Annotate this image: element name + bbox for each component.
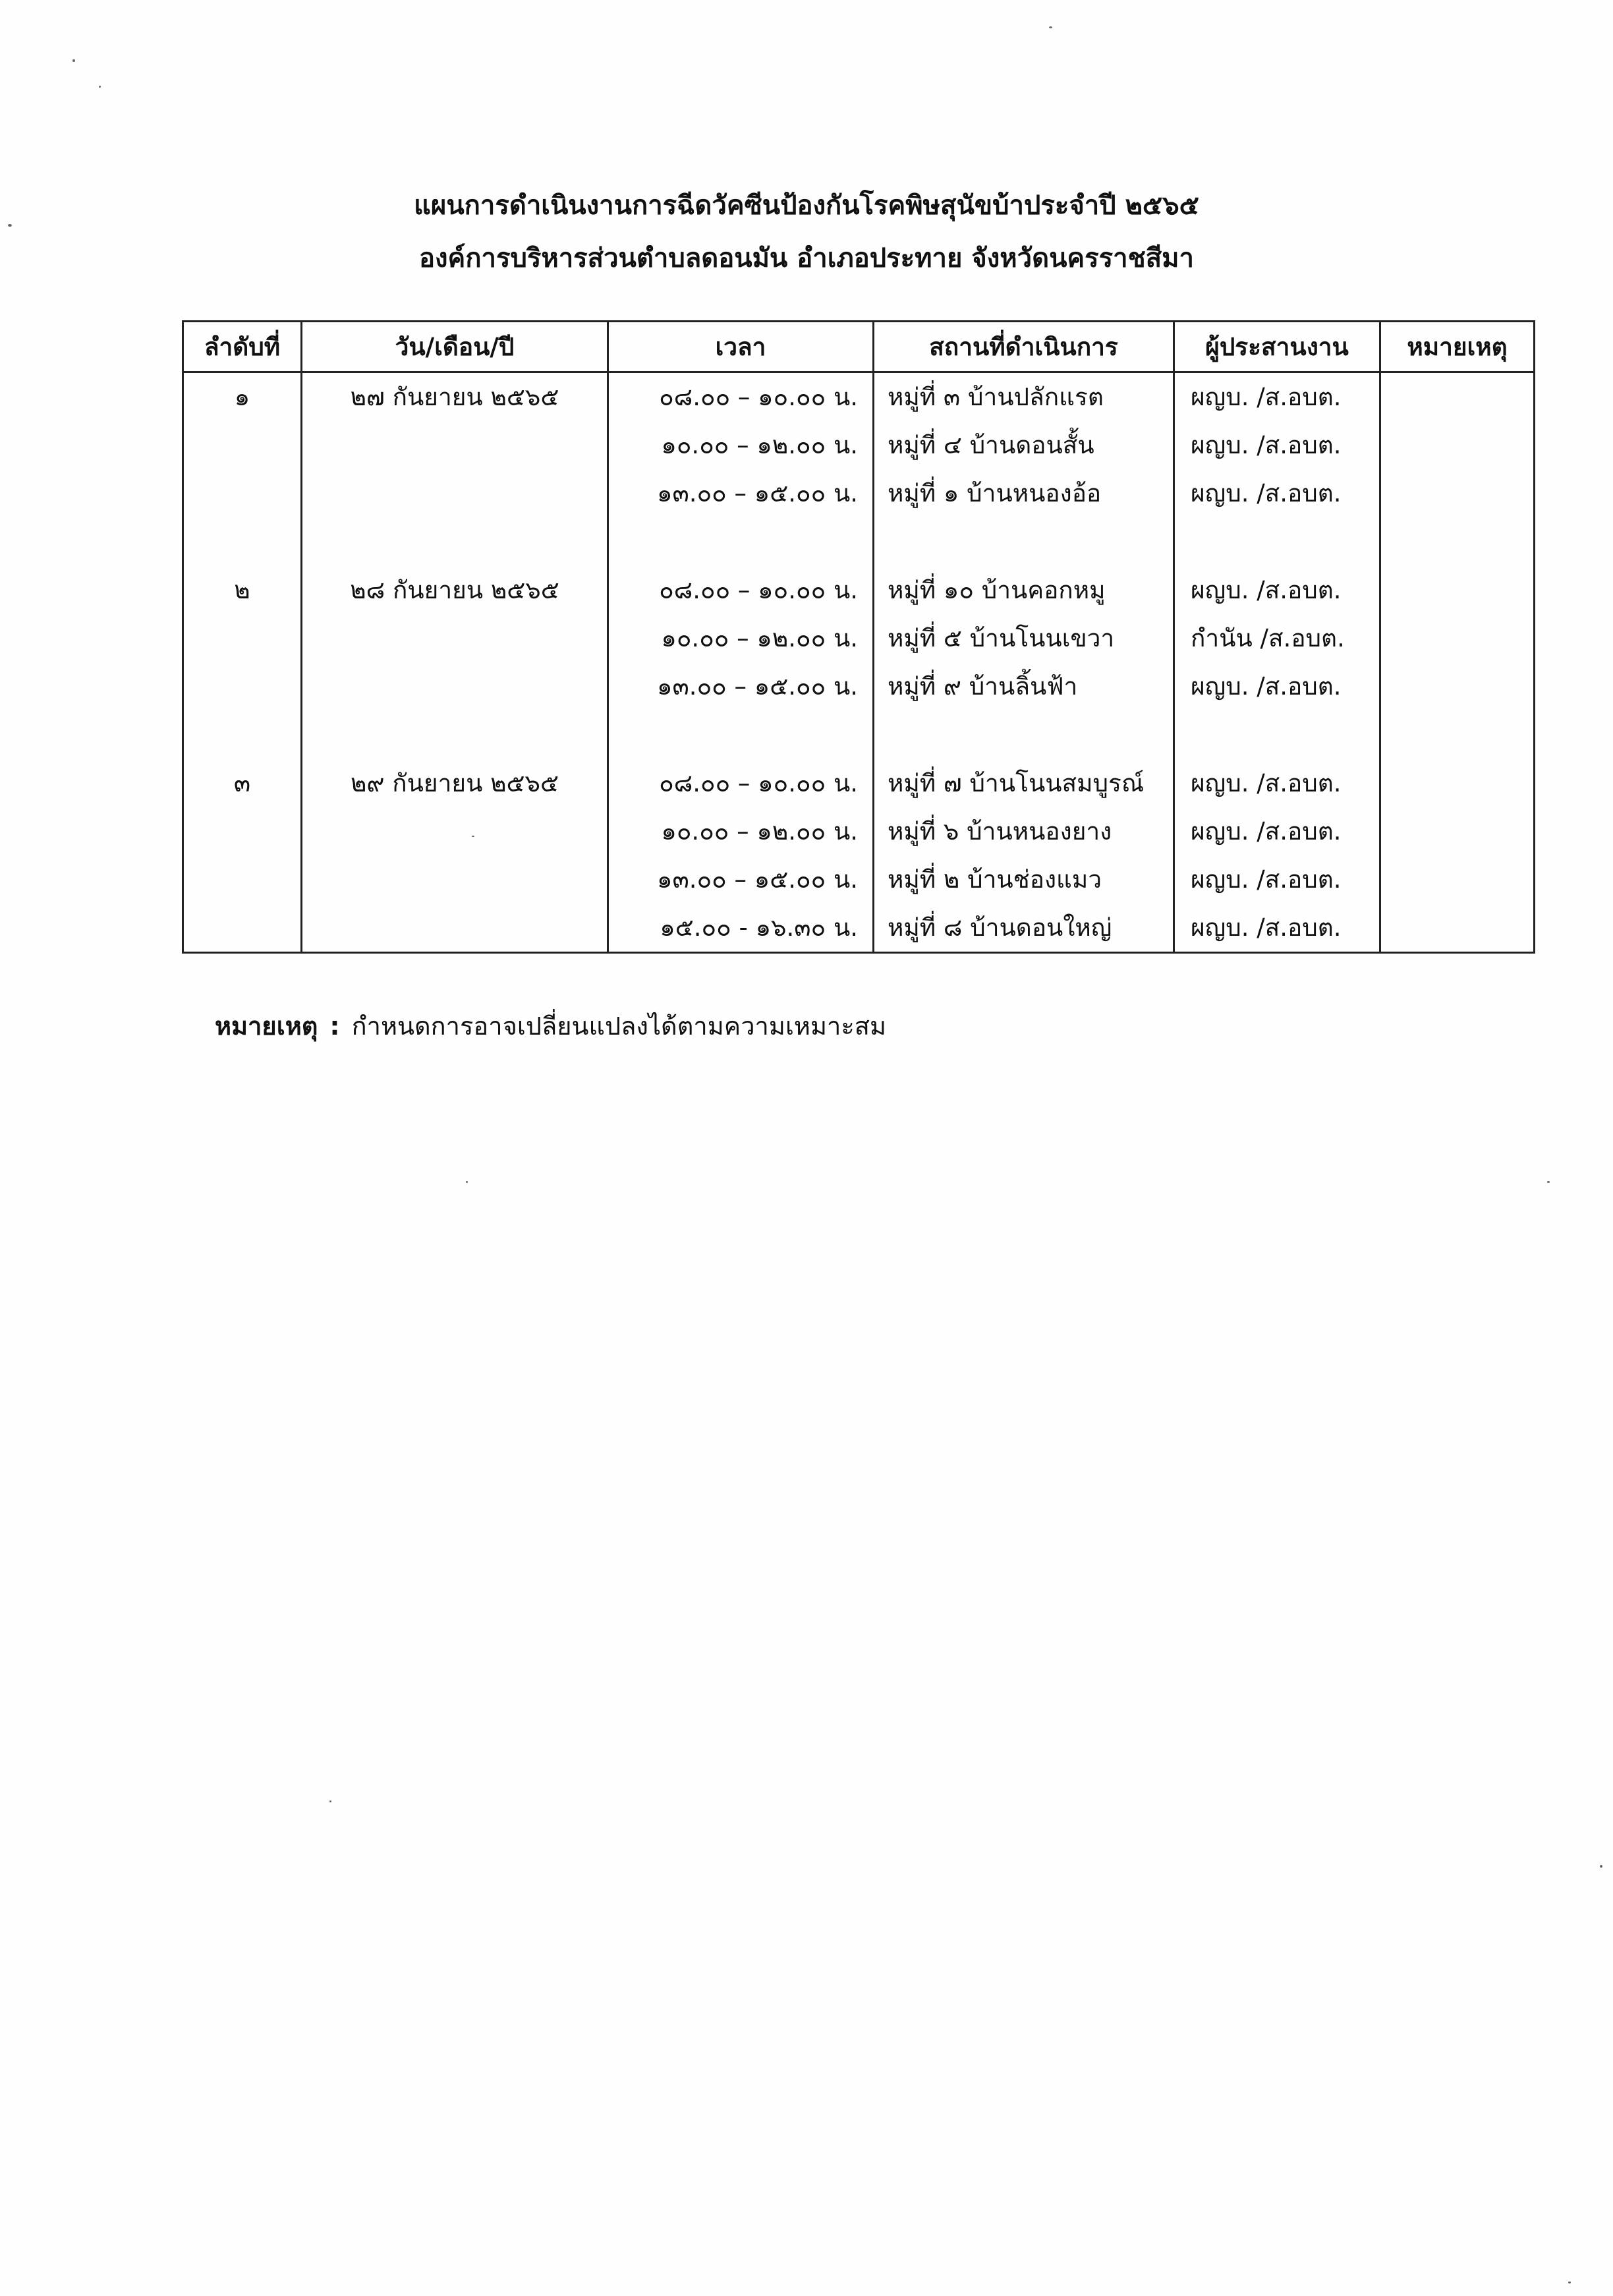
- row-place: หมู่ที่ ๑ บ้านหนองอ้อ: [874, 469, 1174, 517]
- table-row: [183, 904, 1535, 953]
- header-coordinator: ผู้ประสานงาน: [1174, 322, 1380, 372]
- remark-separator: :: [329, 1012, 340, 1041]
- table-row: [183, 759, 1535, 807]
- row-place: หมู่ที่ ๘ บ้านดอนใหญ่: [874, 904, 1174, 953]
- scan-speck: [472, 836, 474, 837]
- row-time: ๑๓.๐๐ – ๑๕.๐๐ น.: [608, 662, 874, 710]
- title-line-1: แผนการดำเนินงานการฉีดวัคซีนป้องกันโรคพิษสุนัขบ้าประจำปี ๒๕๖๕: [414, 190, 1199, 221]
- scan-speck: [99, 86, 101, 88]
- row-coordinator: ผญบ. /ส.อบต.: [1174, 566, 1380, 614]
- row-time: ๑๓.๐๐ – ๑๕.๐๐ น.: [608, 855, 874, 904]
- row-coordinator: ผญบ. /ส.อบต.: [1174, 759, 1380, 807]
- row-place: หมู่ที่ ๙ บ้านลิ้นฟ้า: [874, 662, 1174, 710]
- row-note: [1380, 372, 1535, 422]
- row-coordinator: กำนัน /ส.อบต.: [1174, 614, 1380, 662]
- table-row: [183, 566, 1535, 614]
- row-place: หมู่ที่ ๗ บ้านโนนสมบูรณ์: [874, 759, 1174, 807]
- row-place: หมู่ที่ ๒ บ้านช่องแมว: [874, 855, 1174, 904]
- document-title: [0, 179, 1613, 285]
- row-time: ๑๐.๐๐ – ๑๒.๐๐ น.: [608, 807, 874, 855]
- table-row: [183, 372, 1535, 422]
- scan-speck: [329, 1800, 331, 1802]
- row-time: ๑๓.๐๐ – ๑๕.๐๐ น.: [608, 469, 874, 517]
- row-coordinator: ผญบ. /ส.อบต.: [1174, 855, 1380, 904]
- remark-note: [215, 1006, 886, 1046]
- row-time: ๐๘.๐๐ – ๑๐.๐๐ น.: [608, 759, 874, 807]
- row-time: ๐๘.๐๐ – ๑๐.๐๐ น.: [608, 372, 874, 422]
- scan-speck: [1049, 26, 1052, 28]
- row-note: [1380, 566, 1535, 614]
- scan-speck: [1600, 1865, 1602, 1868]
- row-number: ๑: [183, 372, 302, 422]
- table-row: [183, 807, 1535, 855]
- table-row: [183, 469, 1535, 517]
- scan-speck: [466, 1181, 468, 1183]
- spacer-row: [183, 517, 1535, 566]
- header-place: สถานที่ดำเนินการ: [874, 322, 1174, 372]
- row-time: ๑๐.๐๐ – ๑๒.๐๐ น.: [608, 614, 874, 662]
- title-line-2: องค์การบริหารส่วนตำบลดอนมัน อำเภอประทาย จังหวัดนครราชสีมา: [419, 243, 1194, 273]
- table-row: [183, 614, 1535, 662]
- row-time: ๑๕.๐๐ - ๑๖.๓๐ น.: [608, 904, 874, 953]
- table-header-row: [183, 322, 1535, 372]
- table-row: [183, 855, 1535, 904]
- scan-speck: [72, 59, 75, 62]
- scan-speck: [1547, 1181, 1550, 1183]
- scan-speck: [8, 224, 12, 227]
- row-coordinator: ผญบ. /ส.อบต.: [1174, 662, 1380, 710]
- header-time: เวลา: [608, 322, 874, 372]
- row-place: หมู่ที่ ๓ บ้านปลักแรต: [874, 372, 1174, 422]
- row-coordinator: ผญบ. /ส.อบต.: [1174, 469, 1380, 517]
- row-date: ๒๗ กันยายน ๒๕๖๕: [302, 372, 608, 422]
- row-place: หมู่ที่ ๖ บ้านหนองยาง: [874, 807, 1174, 855]
- row-coordinator: ผญบ. /ส.อบต.: [1174, 421, 1380, 469]
- remark-label: หมายเหตุ: [215, 1012, 318, 1041]
- row-place: หมู่ที่ ๔ บ้านดอนสั้น: [874, 421, 1174, 469]
- table-row: [183, 662, 1535, 710]
- row-number: ๒: [183, 566, 302, 614]
- row-place: หมู่ที่ ๕ บ้านโนนเขวา: [874, 614, 1174, 662]
- header-date: วัน/เดือน/ปี: [302, 322, 608, 372]
- row-coordinator: ผญบ. /ส.อบต.: [1174, 904, 1380, 953]
- row-date: ๒๙ กันยายน ๒๕๖๕: [302, 759, 608, 807]
- header-no: ลำดับที่: [183, 322, 302, 372]
- row-time: ๑๐.๐๐ – ๑๒.๐๐ น.: [608, 421, 874, 469]
- spacer-row: [183, 710, 1535, 759]
- row-note: [1380, 759, 1535, 807]
- row-coordinator: ผญบ. /ส.อบต.: [1174, 807, 1380, 855]
- row-date: ๒๘ กันยายน ๒๕๖๕: [302, 566, 608, 614]
- remark-text: กำหนดการอาจเปลี่ยนแปลงได้ตามความเหมาะสม: [351, 1012, 887, 1041]
- row-coordinator: ผญบ. /ส.อบต.: [1174, 372, 1380, 422]
- table-row: [183, 421, 1535, 469]
- vaccination-schedule-table: [182, 320, 1535, 954]
- row-number: ๓: [183, 759, 302, 807]
- row-time: ๐๘.๐๐ – ๑๐.๐๐ น.: [608, 566, 874, 614]
- header-note: หมายเหตุ: [1380, 322, 1535, 372]
- scan-speck: [1568, 2282, 1571, 2283]
- row-place: หมู่ที่ ๑๐ บ้านคอกหมู: [874, 566, 1174, 614]
